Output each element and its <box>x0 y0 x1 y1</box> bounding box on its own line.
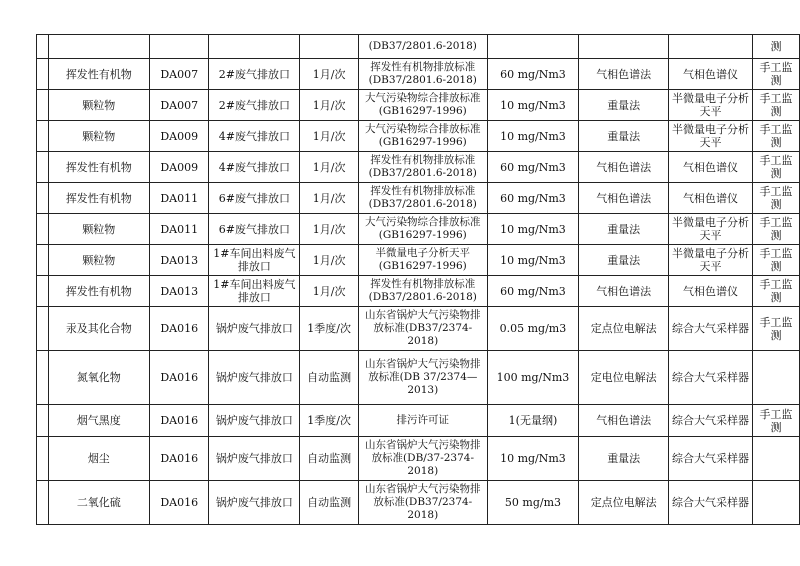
table-row <box>37 214 800 245</box>
outlet-code-cell: DA013 <box>149 276 208 307</box>
table-row <box>37 183 800 214</box>
standard-cell: 挥发性有机物排放标准(DB37/2801.6-2018) <box>359 152 488 183</box>
table-row <box>37 276 800 307</box>
outlet-cell <box>209 35 300 59</box>
pollutant-cell: 氮氧化物 <box>48 351 149 405</box>
standard-cell: 大气污染物综合排放标准(GB16297-1996) <box>359 121 488 152</box>
standard-cell: 大气污染物综合排放标准(GB16297-1996) <box>359 90 488 121</box>
instrument-cell: 综合大气采样器 <box>669 307 753 351</box>
limit-cell: 100 mg/Nm3 <box>487 351 579 405</box>
margin-cell <box>37 351 49 405</box>
frequency-cell: 1季度/次 <box>300 405 359 437</box>
instrument-cell: 半微量电子分析天平 <box>669 245 753 276</box>
method-cell <box>579 35 669 59</box>
monitoring-mode-cell <box>752 351 799 405</box>
monitoring-mode-cell: 手工监测 <box>752 152 799 183</box>
standard-cell: 半微量电子分析天平(GB16297-1996) <box>359 245 488 276</box>
margin-cell <box>37 276 49 307</box>
instrument-cell: 气相色谱仪 <box>669 183 753 214</box>
standard-cell: 挥发性有机物排放标准(DB37/2801.6-2018) <box>359 59 488 90</box>
method-cell: 重量法 <box>579 214 669 245</box>
frequency-cell: 1月/次 <box>300 183 359 214</box>
pollutant-cell <box>48 35 149 59</box>
standard-cell: 山东省锅炉大气污染物排放标准(DB/37-2374-2018) <box>359 437 488 481</box>
margin-cell <box>37 59 49 90</box>
method-cell: 定点位电解法 <box>579 307 669 351</box>
frequency-cell: 自动监测 <box>300 437 359 481</box>
standard-cell: 山东省锅炉大气污染物排放标准(DB 37/2374—2013) <box>359 351 488 405</box>
instrument-cell: 综合大气采样器 <box>669 437 753 481</box>
frequency-cell: 1月/次 <box>300 121 359 152</box>
limit-cell: 10 mg/Nm3 <box>487 437 579 481</box>
margin-cell <box>37 405 49 437</box>
margin-cell <box>37 214 49 245</box>
instrument-cell <box>669 35 753 59</box>
monitoring-mode-cell: 手工监测 <box>752 276 799 307</box>
limit-cell: 60 mg/Nm3 <box>487 59 579 90</box>
pollutant-cell: 颗粒物 <box>48 245 149 276</box>
pollutant-cell: 颗粒物 <box>48 121 149 152</box>
margin-cell <box>37 90 49 121</box>
monitoring-mode-cell: 手工监测 <box>752 90 799 121</box>
monitoring-mode-cell: 手工监测 <box>752 405 799 437</box>
method-cell: 气相色谱法 <box>579 405 669 437</box>
table-row <box>37 307 800 351</box>
outlet-code-cell: DA016 <box>149 405 208 437</box>
standard-cell: (DB37/2801.6-2018) <box>359 35 488 59</box>
outlet-cell: 锅炉废气排放口 <box>209 405 300 437</box>
outlet-code-cell: DA016 <box>149 437 208 481</box>
table-row <box>37 481 800 525</box>
outlet-cell: 4#废气排放口 <box>209 121 300 152</box>
pollutant-cell: 颗粒物 <box>48 214 149 245</box>
limit-cell: 10 mg/Nm3 <box>487 90 579 121</box>
outlet-code-cell: DA009 <box>149 152 208 183</box>
pollutant-cell: 烟尘 <box>48 437 149 481</box>
standard-cell: 挥发性有机物排放标准(DB37/2801.6-2018) <box>359 183 488 214</box>
outlet-cell: 锅炉废气排放口 <box>209 307 300 351</box>
outlet-code-cell: DA016 <box>149 307 208 351</box>
outlet-cell: 2#废气排放口 <box>209 59 300 90</box>
outlet-cell: 锅炉废气排放口 <box>209 437 300 481</box>
outlet-cell: 1#车间出料废气排放口 <box>209 276 300 307</box>
method-cell: 重量法 <box>579 121 669 152</box>
pollutant-cell: 颗粒物 <box>48 90 149 121</box>
outlet-cell: 4#废气排放口 <box>209 152 300 183</box>
monitoring-mode-cell: 测 <box>752 35 799 59</box>
monitoring-mode-cell <box>752 481 799 525</box>
instrument-cell: 综合大气采样器 <box>669 351 753 405</box>
limit-cell: 60 mg/Nm3 <box>487 152 579 183</box>
table-row <box>37 35 800 59</box>
frequency-cell: 1季度/次 <box>300 307 359 351</box>
outlet-code-cell: DA011 <box>149 214 208 245</box>
standard-cell: 大气污染物综合排放标准(GB16297-1996) <box>359 214 488 245</box>
instrument-cell: 综合大气采样器 <box>669 481 753 525</box>
outlet-code-cell: DA016 <box>149 351 208 405</box>
table-row <box>37 245 800 276</box>
pollutant-cell: 汞及其化合物 <box>48 307 149 351</box>
outlet-code-cell: DA009 <box>149 121 208 152</box>
pollutant-cell: 挥发性有机物 <box>48 152 149 183</box>
outlet-code-cell: DA013 <box>149 245 208 276</box>
standard-cell: 山东省锅炉大气污染物排放标准(DB37/2374-2018) <box>359 481 488 525</box>
outlet-cell: 6#废气排放口 <box>209 183 300 214</box>
pollutant-cell: 二氧化硫 <box>48 481 149 525</box>
margin-cell <box>37 437 49 481</box>
method-cell: 定点位电解法 <box>579 481 669 525</box>
limit-cell: 10 mg/Nm3 <box>487 121 579 152</box>
margin-cell <box>37 307 49 351</box>
monitoring-mode-cell <box>752 437 799 481</box>
monitoring-table <box>36 34 800 525</box>
method-cell: 重量法 <box>579 437 669 481</box>
frequency-cell: 1月/次 <box>300 276 359 307</box>
limit-cell: 1(无量纲) <box>487 405 579 437</box>
margin-cell <box>37 245 49 276</box>
frequency-cell: 自动监测 <box>300 351 359 405</box>
pollutant-cell: 挥发性有机物 <box>48 59 149 90</box>
method-cell: 气相色谱法 <box>579 152 669 183</box>
outlet-code-cell: DA007 <box>149 59 208 90</box>
outlet-cell: 6#废气排放口 <box>209 214 300 245</box>
method-cell: 重量法 <box>579 245 669 276</box>
limit-cell: 10 mg/Nm3 <box>487 245 579 276</box>
method-cell: 气相色谱法 <box>579 276 669 307</box>
outlet-cell: 1#车间出料废气排放口 <box>209 245 300 276</box>
pollutant-cell: 挥发性有机物 <box>48 183 149 214</box>
instrument-cell: 气相色谱仪 <box>669 276 753 307</box>
limit-cell: 0.05 mg/m3 <box>487 307 579 351</box>
instrument-cell: 气相色谱仪 <box>669 59 753 90</box>
margin-cell <box>37 152 49 183</box>
table-row <box>37 152 800 183</box>
frequency-cell <box>300 35 359 59</box>
monitoring-mode-cell: 手工监测 <box>752 214 799 245</box>
monitoring-mode-cell: 手工监测 <box>752 121 799 152</box>
margin-cell <box>37 35 49 59</box>
frequency-cell: 1月/次 <box>300 214 359 245</box>
outlet-cell: 锅炉废气排放口 <box>209 481 300 525</box>
margin-cell <box>37 183 49 214</box>
standard-cell: 山东省锅炉大气污染物排放标准(DB37/2374-2018) <box>359 307 488 351</box>
pollutant-cell: 烟气黑度 <box>48 405 149 437</box>
limit-cell: 60 mg/Nm3 <box>487 276 579 307</box>
limit-cell: 50 mg/m3 <box>487 481 579 525</box>
outlet-code-cell: DA007 <box>149 90 208 121</box>
instrument-cell: 综合大气采样器 <box>669 405 753 437</box>
margin-cell <box>37 121 49 152</box>
limit-cell: 10 mg/Nm3 <box>487 214 579 245</box>
instrument-cell: 半微量电子分析天平 <box>669 214 753 245</box>
method-cell: 气相色谱法 <box>579 59 669 90</box>
table-row <box>37 121 800 152</box>
table-row <box>37 59 800 90</box>
outlet-code-cell: DA016 <box>149 481 208 525</box>
frequency-cell: 1月/次 <box>300 90 359 121</box>
limit-cell: 60 mg/Nm3 <box>487 183 579 214</box>
monitoring-mode-cell: 手工监测 <box>752 183 799 214</box>
monitoring-mode-cell: 手工监测 <box>752 245 799 276</box>
instrument-cell: 半微量电子分析天平 <box>669 121 753 152</box>
table-row <box>37 437 800 481</box>
margin-cell <box>37 481 49 525</box>
monitoring-mode-cell: 手工监测 <box>752 307 799 351</box>
frequency-cell: 1月/次 <box>300 245 359 276</box>
outlet-cell: 锅炉废气排放口 <box>209 351 300 405</box>
limit-cell <box>487 35 579 59</box>
monitoring-mode-cell: 手工监测 <box>752 59 799 90</box>
frequency-cell: 自动监测 <box>300 481 359 525</box>
method-cell: 重量法 <box>579 90 669 121</box>
frequency-cell: 1月/次 <box>300 152 359 183</box>
frequency-cell: 1月/次 <box>300 59 359 90</box>
instrument-cell: 半微量电子分析天平 <box>669 90 753 121</box>
outlet-cell: 2#废气排放口 <box>209 90 300 121</box>
pollutant-cell: 挥发性有机物 <box>48 276 149 307</box>
instrument-cell: 气相色谱仪 <box>669 152 753 183</box>
table-row <box>37 351 800 405</box>
method-cell: 气相色谱法 <box>579 183 669 214</box>
table-row <box>37 90 800 121</box>
standard-cell: 挥发性有机物排放标准(DB37/2801.6-2018) <box>359 276 488 307</box>
outlet-code-cell <box>149 35 208 59</box>
outlet-code-cell: DA011 <box>149 183 208 214</box>
table-row <box>37 405 800 437</box>
standard-cell: 排污许可证 <box>359 405 488 437</box>
method-cell: 定电位电解法 <box>579 351 669 405</box>
